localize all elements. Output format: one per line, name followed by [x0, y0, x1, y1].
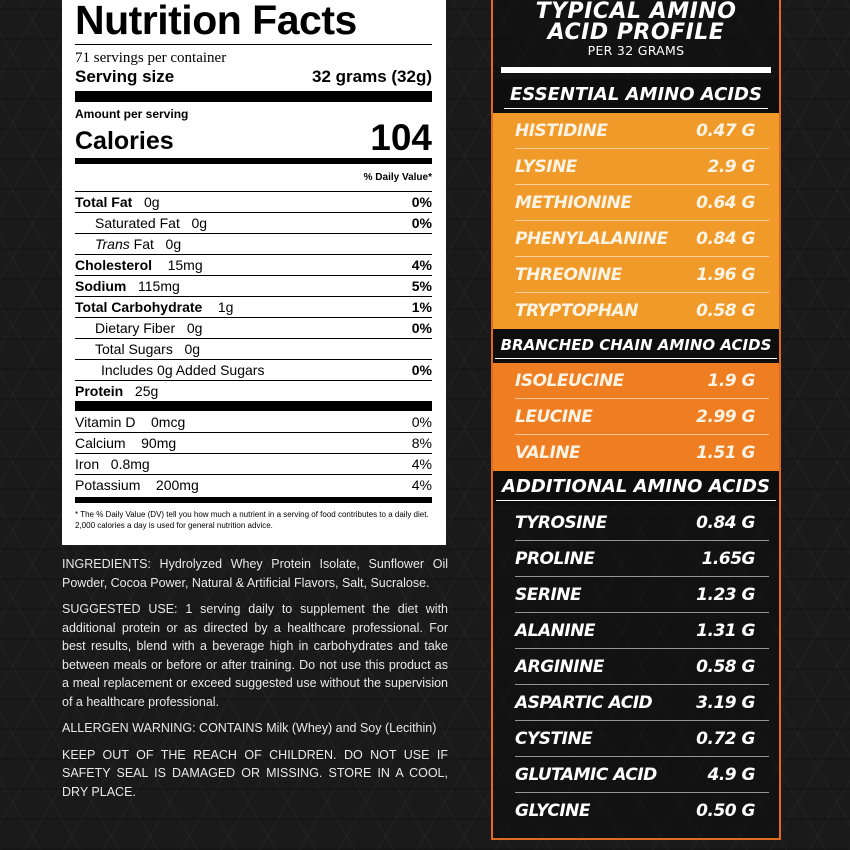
vitamin-amount: 90mg: [141, 435, 177, 451]
vitamin-dv: 0%: [411, 413, 432, 430]
nutrient-name: Trans: [95, 236, 130, 252]
essential-list: [493, 113, 779, 329]
allergen-warning-text: ALLERGEN WARNING: CONTAINS Milk (Whey) and Soy (Lecithin): [62, 721, 437, 735]
amino-value: 0.84 G: [696, 512, 755, 533]
nutrient-name: Includes 0g Added Sugars: [101, 362, 265, 378]
divider-thick: [75, 91, 432, 102]
amino-value: 0.58 G: [696, 656, 755, 677]
nutrient-dv: 0%: [411, 362, 432, 378]
nutrition-facts-panel: [62, 0, 446, 545]
amino-name: TYROSINE: [515, 512, 607, 533]
amino-value: 1.9 G: [707, 370, 755, 391]
amino-name: LEUCINE: [515, 406, 593, 427]
amino-row: [515, 649, 769, 685]
nutrient-name: Protein: [75, 383, 124, 399]
calories-label: Calories: [75, 127, 174, 155]
amino-row: [515, 541, 769, 577]
nutrient-dv: 5%: [411, 278, 432, 294]
vitamin-name: Potassium: [75, 477, 141, 493]
vitamin-row-calcium: [75, 432, 432, 453]
amino-value: 3.19 G: [696, 692, 755, 713]
suggested-use-text: SUGGESTED USE: 1 serving daily to supplement the diet with additional protein or as directed by a healthcare professional. For best results, blend with a beverage high in carbohydrates and take between meals or before or after training. Do not use this product as a meal replacement or exceed suggested use without the supervision of a healthcare professional.: [62, 602, 448, 709]
ingredients-text: INGREDIENTS: Hydrolyzed Whey Protein Isolate, Sunflower Oil Powder, Cocoa Power, Natural & Artificial Flavors, Salt, Sucralose.: [62, 557, 448, 590]
nutrient-dv: 4%: [411, 257, 432, 273]
nutrient-row-dietary-fiber: [75, 317, 432, 338]
amino-value: 1.65G: [701, 548, 755, 569]
amino-name: CYSTINE: [515, 728, 593, 749]
nutrient-name: Saturated Fat: [95, 215, 180, 231]
storage-warning-text: KEEP OUT OF THE REACH OF CHILDREN. DO NOT USE IF SAFETY SEAL IS DAMAGED OR MISSING. STORE IN A COOL, DRY PLACE.: [62, 747, 448, 799]
nutrient-row-total-fat: [75, 191, 432, 212]
amino-acid-header: [493, 0, 779, 59]
amino-title-line1: TYPICAL AMINO: [535, 0, 737, 24]
amino-value: 0.84 G: [696, 228, 755, 249]
nutrient-name: Total Fat: [75, 194, 133, 210]
amino-name: ASPARTIC ACID: [515, 692, 653, 713]
nutrient-dv: 0%: [411, 194, 432, 210]
amino-title-line2: ACID PROFILE: [547, 20, 725, 45]
vitamin-amount: 200mg: [155, 477, 199, 493]
amino-name: GLYCINE: [515, 801, 590, 821]
nutrient-row-total-carbohydrate: [75, 296, 432, 317]
amino-value: 4.9 G: [707, 764, 755, 785]
nutrient-dv: 1%: [411, 299, 432, 315]
daily-value-header: % Daily Value*: [75, 158, 432, 191]
amino-name: HISTIDINE: [515, 120, 608, 141]
amino-acid-panel: [491, 0, 781, 840]
nutrient-amount: 115mg: [138, 278, 180, 294]
vitamin-dv: 8%: [411, 435, 432, 451]
daily-value-footnote: * The % Daily Value (DV) tell you how much a nutrient in a serving of food contributes to a daily diet. 2,000 calories a day is used for general nutrition advice.: [75, 497, 432, 531]
amino-name: THREONINE: [515, 264, 622, 285]
amino-name: GLUTAMIC ACID: [515, 764, 657, 785]
vitamin-row-vitamin-d: [75, 411, 432, 432]
calories-value: 104: [370, 117, 432, 158]
nutrient-amount: 1g: [217, 299, 234, 315]
amino-row: [515, 221, 769, 257]
amino-row: [515, 685, 769, 721]
amino-value: 0.47 G: [696, 120, 755, 141]
amino-value: 1.51 G: [696, 443, 755, 463]
nutrient-name: Cholesterol: [75, 257, 153, 273]
servings-per-container: 71 servings per container: [75, 50, 227, 66]
amino-name: LYSINE: [515, 156, 577, 177]
amino-row: [515, 721, 769, 757]
nutrient-name: Dietary Fiber: [95, 320, 176, 336]
amino-name: SERINE: [515, 584, 582, 605]
bcaa-header: [493, 329, 779, 363]
bcaa-header-text: BRANCHED CHAIN AMINO ACIDS: [495, 334, 778, 359]
vitamin-amount: 0mcg: [151, 413, 186, 430]
amino-row: [515, 363, 769, 399]
amino-row: [515, 185, 769, 221]
vitamin-name: Vitamin D: [75, 413, 136, 430]
nutrient-row-added-sugars: [75, 359, 432, 380]
essential-header: [493, 79, 779, 113]
nutrient-row-protein: [75, 380, 432, 401]
amino-row: [515, 399, 769, 435]
nutrient-row-cholesterol: [75, 254, 432, 275]
amino-row: [515, 505, 769, 541]
amino-row: [515, 757, 769, 793]
amino-row: [515, 257, 769, 293]
divider: [501, 67, 771, 73]
amino-name: VALINE: [515, 443, 581, 463]
amino-value: 2.9 G: [707, 156, 755, 177]
nutrient-amount: 0g: [186, 320, 203, 336]
amino-row: [515, 435, 769, 471]
additional-header-text: ADDITIONAL AMINO ACIDS: [496, 476, 776, 501]
amino-name: METHIONINE: [515, 192, 632, 213]
amino-value: 0.58 G: [696, 301, 755, 321]
amino-name: ARGININE: [515, 656, 604, 677]
nutrient-row-sodium: [75, 275, 432, 296]
vitamin-dv: 4%: [411, 477, 432, 493]
nutrient-name: Total Sugars: [95, 341, 173, 357]
nutrient-name-suffix: Fat: [133, 236, 154, 252]
vitamin-row-potassium: [75, 474, 432, 495]
amino-value: 0.50 G: [696, 801, 755, 821]
calories-row: [75, 117, 432, 158]
nutrient-amount: 0g: [191, 215, 208, 231]
divider: [75, 44, 432, 45]
amino-row: [515, 293, 769, 329]
additional-list: [493, 505, 779, 829]
nutrient-name: Sodium: [75, 278, 127, 294]
nutrient-row-total-sugars: [75, 338, 432, 359]
nutrient-amount: 0g: [165, 236, 182, 252]
amount-per-serving-label: Amount per serving: [75, 107, 189, 121]
nutrient-row-saturated-fat: [75, 212, 432, 233]
amino-value: 0.72 G: [696, 728, 755, 749]
vitamin-amount: 0.8mg: [110, 456, 150, 472]
amino-row: [515, 613, 769, 649]
vitamin-name: Calcium: [75, 435, 126, 451]
amino-name: PHENYLALANINE: [515, 228, 668, 249]
amino-value: 2.99 G: [696, 406, 755, 427]
amino-name: PROLINE: [515, 548, 595, 569]
nutrient-name: Total Carbohydrate: [75, 299, 203, 315]
amino-row: [515, 149, 769, 185]
essential-header-text: ESSENTIAL AMINO ACIDS: [504, 84, 768, 109]
vitamin-row-iron: [75, 453, 432, 474]
amino-value: 0.64 G: [696, 192, 755, 213]
additional-header: [493, 471, 779, 505]
amino-row: [515, 113, 769, 149]
amino-subtitle: PER 32 GRAMS: [587, 43, 685, 58]
nutrient-row-trans-fat: [75, 233, 432, 254]
nutrient-amount: 0g: [184, 341, 201, 357]
amino-name: ALANINE: [515, 620, 596, 641]
nutrient-dv: 0%: [411, 320, 432, 336]
amino-name: TRYPTOPHAN: [515, 301, 639, 321]
amino-name: ISOLEUCINE: [515, 370, 624, 391]
nutrient-amount: 15mg: [167, 257, 203, 273]
vitamin-name: Iron: [75, 456, 100, 472]
serving-size-value: 32 grams (32g): [312, 67, 432, 86]
serving-size-row: [75, 67, 432, 87]
nutrition-facts-title: Nutrition Facts: [75, 0, 357, 43]
nutrient-amount: 25g: [134, 383, 159, 399]
bcaa-list: [493, 363, 779, 471]
nutrient-dv: 0%: [411, 215, 432, 231]
amino-row: [515, 793, 769, 829]
label-text-block: [62, 555, 448, 809]
divider-thick: [75, 401, 432, 411]
amino-value: 1.23 G: [696, 584, 755, 605]
vitamin-dv: 4%: [411, 456, 432, 472]
serving-size-label: Serving size: [75, 67, 175, 86]
amino-row: [515, 577, 769, 613]
nutrient-amount: 0g: [143, 194, 160, 210]
amino-value: 1.96 G: [696, 264, 755, 285]
amino-value: 1.31 G: [696, 620, 755, 641]
